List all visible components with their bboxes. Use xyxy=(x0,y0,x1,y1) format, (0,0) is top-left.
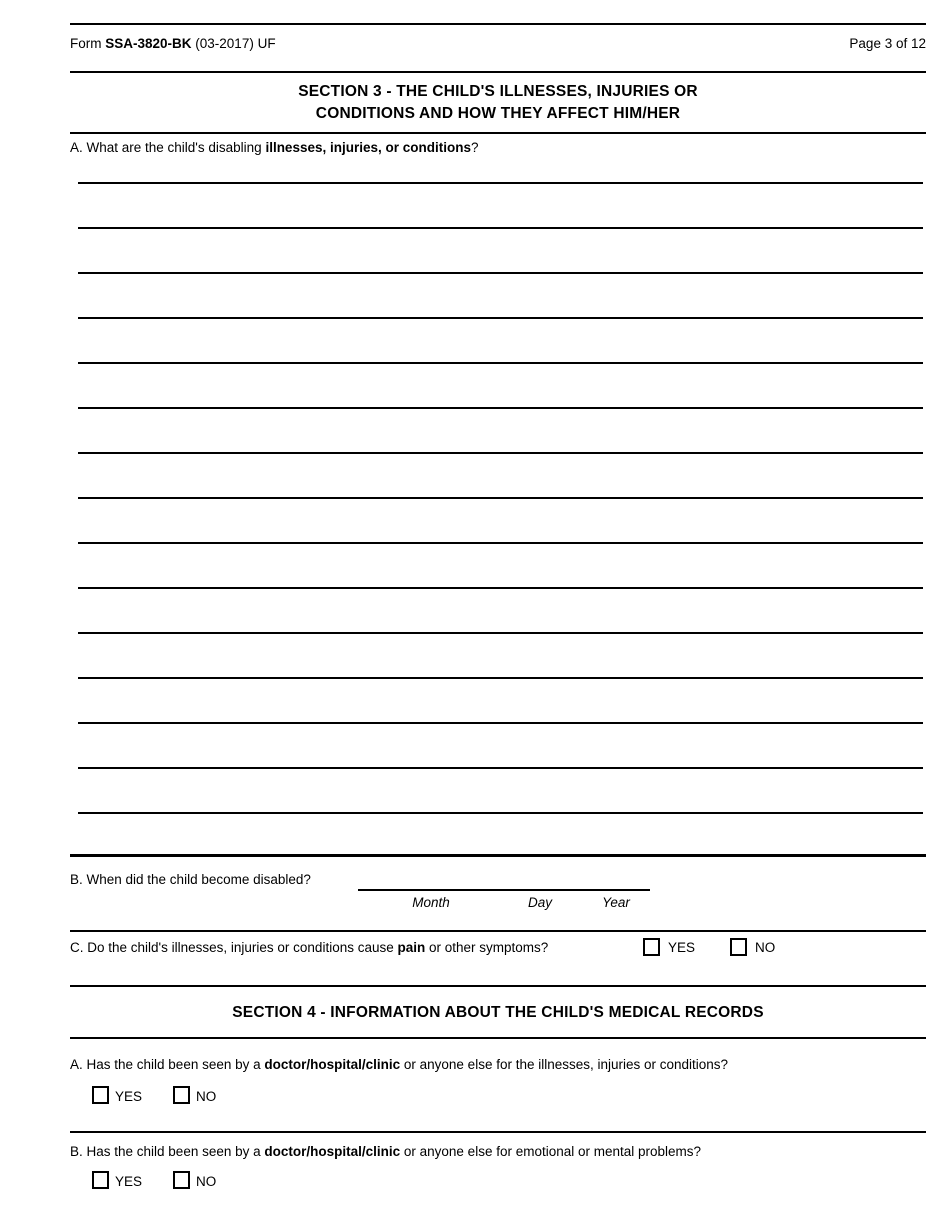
form-number: SSA-3820-BK xyxy=(105,36,192,51)
s4-question-b-suffix: or anyone else for emotional or mental problems? xyxy=(400,1144,702,1159)
form-id-label xyxy=(70,35,276,52)
question-c-no-checkbox[interactable] xyxy=(730,938,747,956)
question-c-no-label: NO xyxy=(755,940,776,955)
question-c-bold: pain xyxy=(397,940,426,955)
header-rule xyxy=(70,71,926,73)
s4-question-b-yes-checkbox[interactable] xyxy=(92,1171,109,1189)
answer-line[interactable] xyxy=(78,452,923,454)
form-id-prefix: Form xyxy=(70,36,106,51)
s4-question-a-yes-label: YES xyxy=(115,1089,143,1104)
s4-question-a-prefix: A. Has the child been seen by a xyxy=(70,1057,265,1072)
answer-line[interactable] xyxy=(78,767,923,769)
answer-line[interactable] xyxy=(78,722,923,724)
answer-line[interactable] xyxy=(78,362,923,364)
section4-title-rule xyxy=(70,1037,926,1039)
section3-title-line1: SECTION 3 - THE CHILD'S ILLNESSES, INJURIES OR xyxy=(298,83,698,100)
day-label: Day xyxy=(527,895,553,910)
question-b-top-rule xyxy=(70,854,926,857)
s4-question-b-no-label: NO xyxy=(196,1174,217,1189)
s4-question-b-yes-label: YES xyxy=(115,1174,143,1189)
s4-question-b-no-checkbox[interactable] xyxy=(173,1171,190,1189)
month-label: Month xyxy=(412,895,450,910)
section3-question-b-label: B. When did the child become disabled? xyxy=(70,872,311,887)
question-b-bottom-rule xyxy=(70,930,926,932)
answer-line[interactable] xyxy=(78,812,923,814)
answer-line[interactable] xyxy=(78,317,923,319)
answer-line[interactable] xyxy=(78,587,923,589)
section3-title-rule xyxy=(70,132,926,134)
s4-question-a-suffix: or anyone else for the illnesses, injuries or conditions? xyxy=(400,1057,729,1072)
section3-bottom-rule xyxy=(70,985,926,987)
answer-line[interactable] xyxy=(78,542,923,544)
answer-line[interactable] xyxy=(78,227,923,229)
s4-question-a-no-label: NO xyxy=(196,1089,217,1104)
answer-line[interactable] xyxy=(78,677,923,679)
question-c-yes-checkbox[interactable] xyxy=(643,938,660,956)
section3-title-line2: CONDITIONS AND HOW THEY AFFECT HIM/HER xyxy=(315,105,681,122)
question-a-bold: illnesses, injuries, or conditions xyxy=(265,140,471,155)
s4-question-b-bold: doctor/hospital/clinic xyxy=(264,1144,401,1159)
question-c-yes-label: YES xyxy=(668,940,696,955)
section4-mid-rule xyxy=(70,1131,926,1133)
answer-line[interactable] xyxy=(78,632,923,634)
answer-line[interactable] xyxy=(78,497,923,499)
question-c-prefix: C. Do the child's illnesses, injuries or conditions cause xyxy=(70,940,398,955)
section4-question-a-label xyxy=(70,1056,728,1073)
answer-line[interactable] xyxy=(78,272,923,274)
section3-question-a-label xyxy=(70,139,479,156)
question-a-suffix: ? xyxy=(471,140,479,155)
section3-question-c-label xyxy=(70,939,548,956)
date-input-line[interactable] xyxy=(358,889,650,891)
section4-question-b-label xyxy=(70,1143,701,1160)
question-a-prefix: A. What are the child's disabling xyxy=(70,140,266,155)
page-number: Page 3 of 12 xyxy=(849,36,926,51)
question-c-suffix: or other symptoms? xyxy=(425,940,549,955)
s4-question-a-yes-checkbox[interactable] xyxy=(92,1086,109,1104)
form-id-suffix: (03-2017) UF xyxy=(191,36,276,51)
s4-question-b-prefix: B. Has the child been seen by a xyxy=(70,1144,265,1159)
s4-question-a-no-checkbox[interactable] xyxy=(173,1086,190,1104)
section4-title: SECTION 4 - INFORMATION ABOUT THE CHILD'S MEDICAL RECORDS xyxy=(232,1004,764,1021)
answer-line[interactable] xyxy=(78,407,923,409)
answer-line[interactable] xyxy=(78,182,923,184)
s4-question-a-bold: doctor/hospital/clinic xyxy=(264,1057,401,1072)
year-label: Year xyxy=(602,895,630,910)
top-rule xyxy=(70,23,926,25)
